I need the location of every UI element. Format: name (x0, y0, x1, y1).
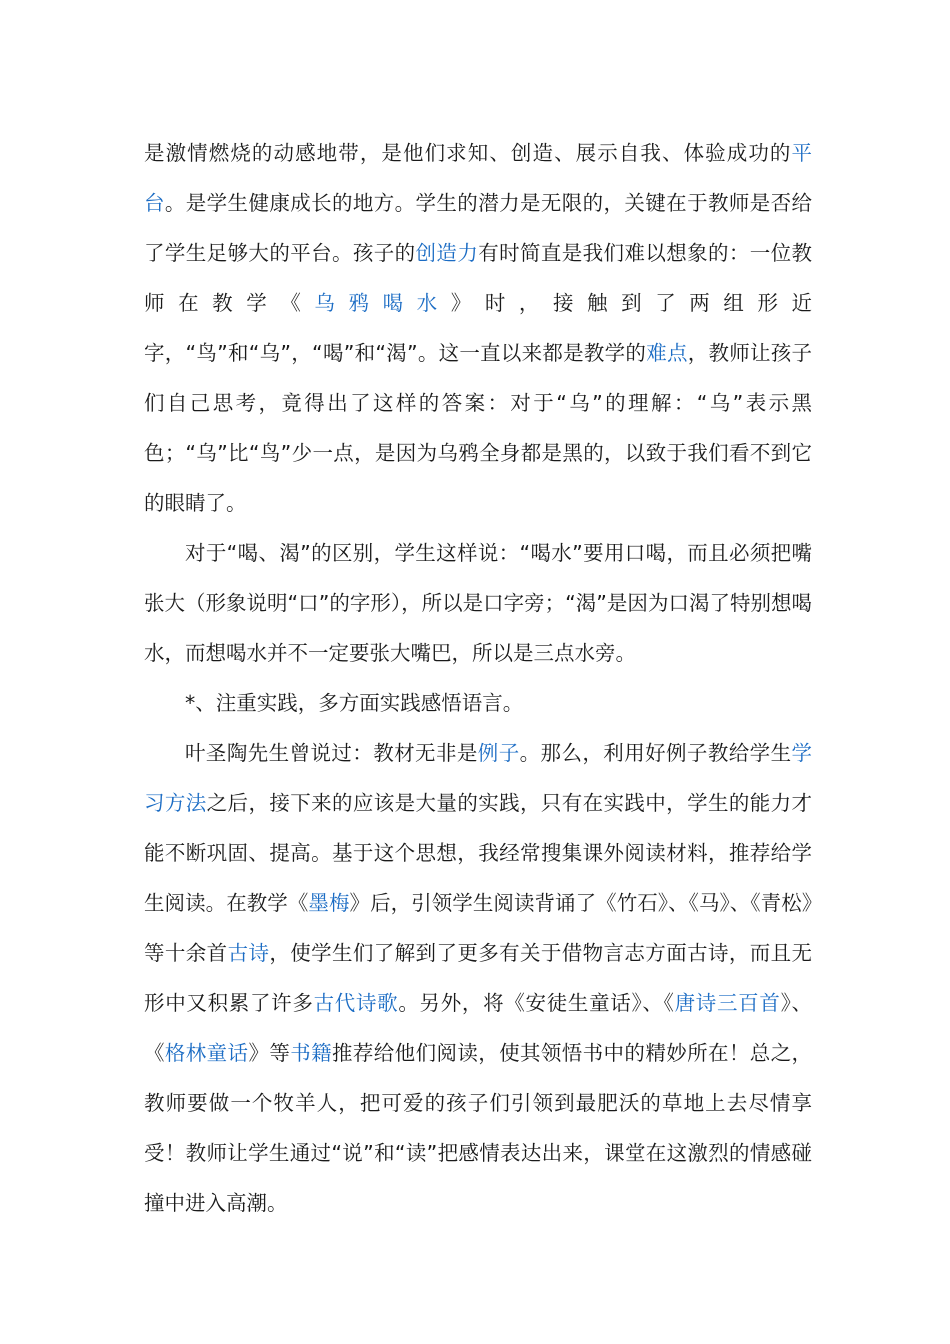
hyperlink[interactable]: 学习方法 (144, 741, 813, 815)
text-run: 》、《 (144, 991, 813, 1065)
text-run: ，教师让孩子们自己思考，竟得出了这样的答案：对于“乌”的理解：“乌”表示黑色；“乌”比“鸟”少一点，是因为乌鸦全身都是黑的，以致于我们看不到它的眼睛了。 (144, 341, 813, 515)
hyperlink[interactable]: 例子 (477, 741, 520, 765)
hyperlink[interactable]: 古诗 (227, 941, 270, 965)
hyperlink[interactable]: 唐诗三百首 (674, 991, 781, 1015)
text-run: 。是学生健康成长的地方。学生的潜力是无限的，关键在于教师是否给了学生足够大的平台。孩子的 (144, 191, 813, 265)
text-run: ，使学生们了解到了更多有关于借物言志方面古诗，而且无形中又积累了许多 (144, 941, 813, 1015)
text-run: 。另外，将《安徒生童话》、《 (398, 991, 675, 1015)
text-run: 叶圣陶先生曾说过：教材无非是 (185, 741, 478, 765)
hyperlink[interactable]: 墨梅 (308, 891, 350, 915)
paragraph (144, 528, 812, 678)
hyperlink[interactable]: 格林童话 (164, 1041, 249, 1065)
paragraph (144, 728, 812, 1228)
text-run: 之后，接下来的应该是大量的实践，只有在实践中，学生的能力才能不断巩固、提高。基于这个思想，我经常搜集课外阅读材料，推荐给学生阅读。在教学《 (144, 791, 813, 915)
document-body (144, 128, 812, 1228)
text-run: 对于“喝、渴”的区别，学生这样说：“喝水”要用口喝，而且必须把嘴张大（形象说明“口”的字形），所以是口字旁；“渴”是因为口渴了特别想喝水，而想喝水并不一定要张大嘴巴，所以是三点水旁。 (144, 541, 812, 665)
text-run: 推荐给他们阅读，使其领悟书中的精妙所在！总之，教师要做一个牧羊人，把可爱的孩子们引领到最肥沃的草地上去尽情享受！教师让学生通过“说”和“读”把感情表达出来，课堂在这激烈的情感碰撞中进入高潮。 (144, 1041, 813, 1215)
hyperlink[interactable]: 创造力 (415, 241, 479, 265)
paragraph (144, 678, 812, 728)
hyperlink[interactable]: 难点 (646, 341, 688, 365)
text-run: 是激情燃烧的动感地带，是他们求知、创造、展示自我、体验成功的 (144, 141, 792, 165)
hyperlink[interactable]: 平台 (144, 141, 812, 215)
hyperlink[interactable]: 乌鸦喝水 (314, 291, 451, 315)
hyperlink[interactable]: 书籍 (290, 1041, 333, 1065)
text-run: 》等 (248, 1041, 291, 1065)
text-run: *、注重实践，多方面实践感悟语言。 (185, 691, 524, 715)
text-run: 》后，引领学生阅读背诵了《竹石》、《马》、《青松》等十余首 (144, 891, 813, 965)
paragraph (144, 128, 812, 528)
text-run: 。那么，利用好例子教给学生 (519, 741, 792, 765)
hyperlink[interactable]: 古代诗歌 (313, 991, 399, 1015)
text-run: 有时简直是我们难以想象的：一位教师在教学《 (144, 241, 813, 315)
text-run: 》时，接触到了两组形近字，“鸟”和“乌”，“喝”和“渴”。这一直以来都是教学的 (144, 291, 813, 365)
